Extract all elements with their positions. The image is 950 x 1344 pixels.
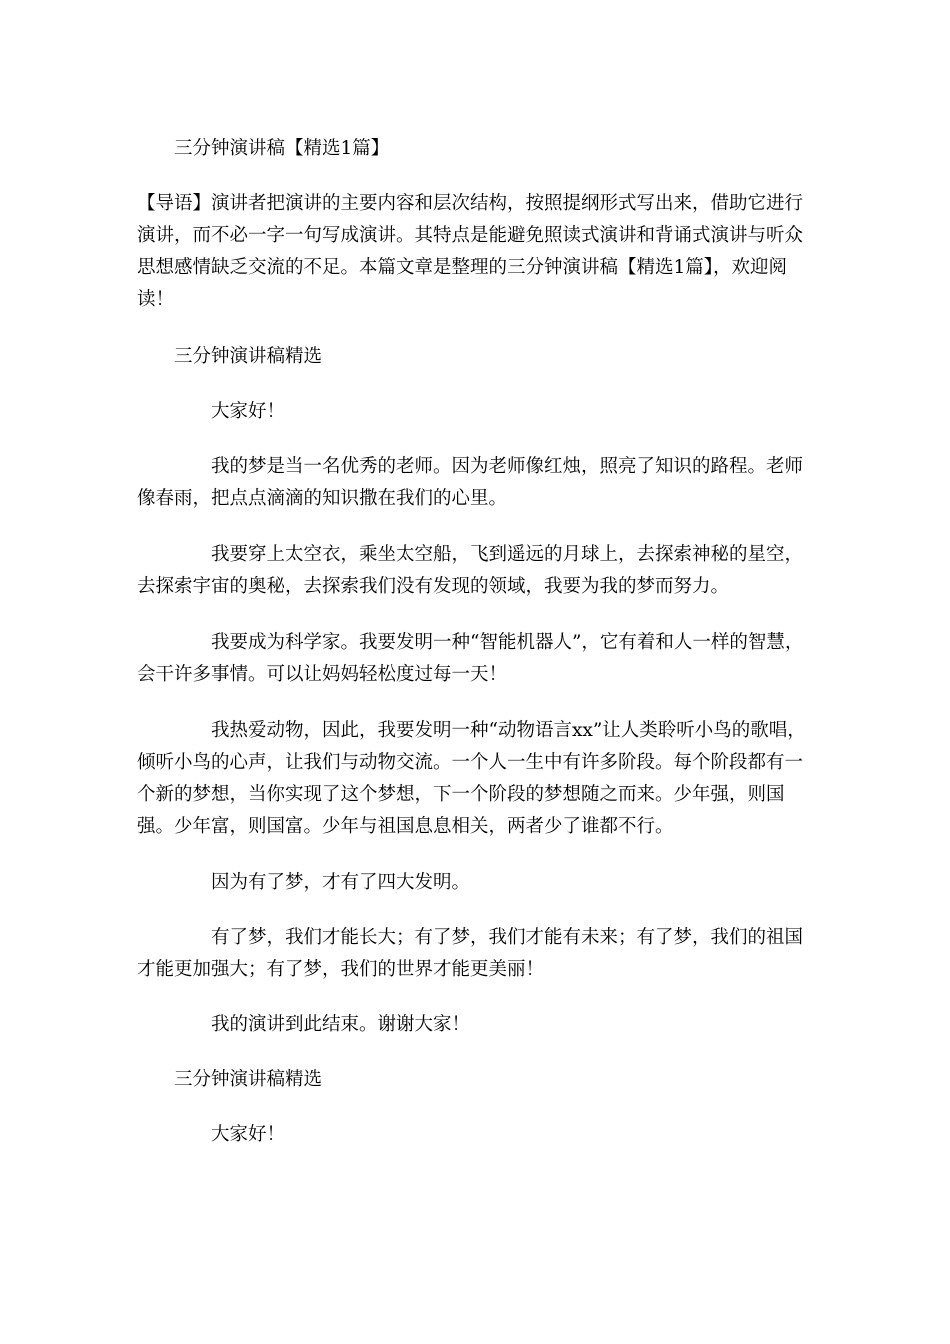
section-heading: 三分钟演讲稿精选	[174, 346, 323, 367]
body-paragraph: 我的演讲到此结束。谢谢大家！	[211, 1014, 471, 1035]
body-paragraph: 我要成为科学家。我要发明一种“智能机器人”，它有着和人一样的智慧，会干许多事情。可以让妈妈轻松度过每一天！	[137, 632, 804, 685]
greeting: 大家好！	[211, 1124, 286, 1145]
section-heading: 三分钟演讲稿精选	[174, 1069, 323, 1090]
greeting: 大家好！	[211, 401, 286, 422]
body-paragraph: 我的梦是当一名优秀的老师。因为老师像红烛，照亮了知识的路程。老师像春雨，把点点滴滴的知识撒在我们的心里。	[137, 456, 804, 509]
intro-paragraph: 【导语】演讲者把演讲的主要内容和层次结构，按照提纲形式写出来，借助它进行演讲，而不必一字一句写成演讲。其特点是能避免照读式演讲和背诵式演讲与听众思想感情缺乏交流的不足。本篇文章是整理的三分钟演讲稿【精选1篇】，欢迎阅读！	[137, 193, 804, 310]
body-paragraph: 我热爱动物，因此，我要发明一种“动物语言xx”让人类聆听小鸟的歌唱，倾听小鸟的心声，让我们与动物交流。一个人一生中有许多阶段。每个阶段都有一个新的梦想，当你实现了这个梦想，下一个阶段的梦想随之而来。少年强，则国强。少年富，则国富。少年与祖国息息相关，两者少了谁都不行。	[137, 720, 806, 837]
document-title: 三分钟演讲稿【精选1篇】	[174, 138, 390, 159]
body-paragraph: 因为有了梦，才有了四大发明。	[211, 872, 471, 893]
body-paragraph: 有了梦，我们才能长大；有了梦，我们才能有未来；有了梦，我们的祖国才能更加强大；有了梦，我们的世界才能更美丽！	[137, 927, 804, 980]
body-paragraph: 我要穿上太空衣，乘坐太空船，飞到遥远的月球上，去探索神秘的星空，去探索宇宙的奥秘，去探索我们没有发现的领域，我要为我的梦而努力。	[137, 544, 804, 597]
